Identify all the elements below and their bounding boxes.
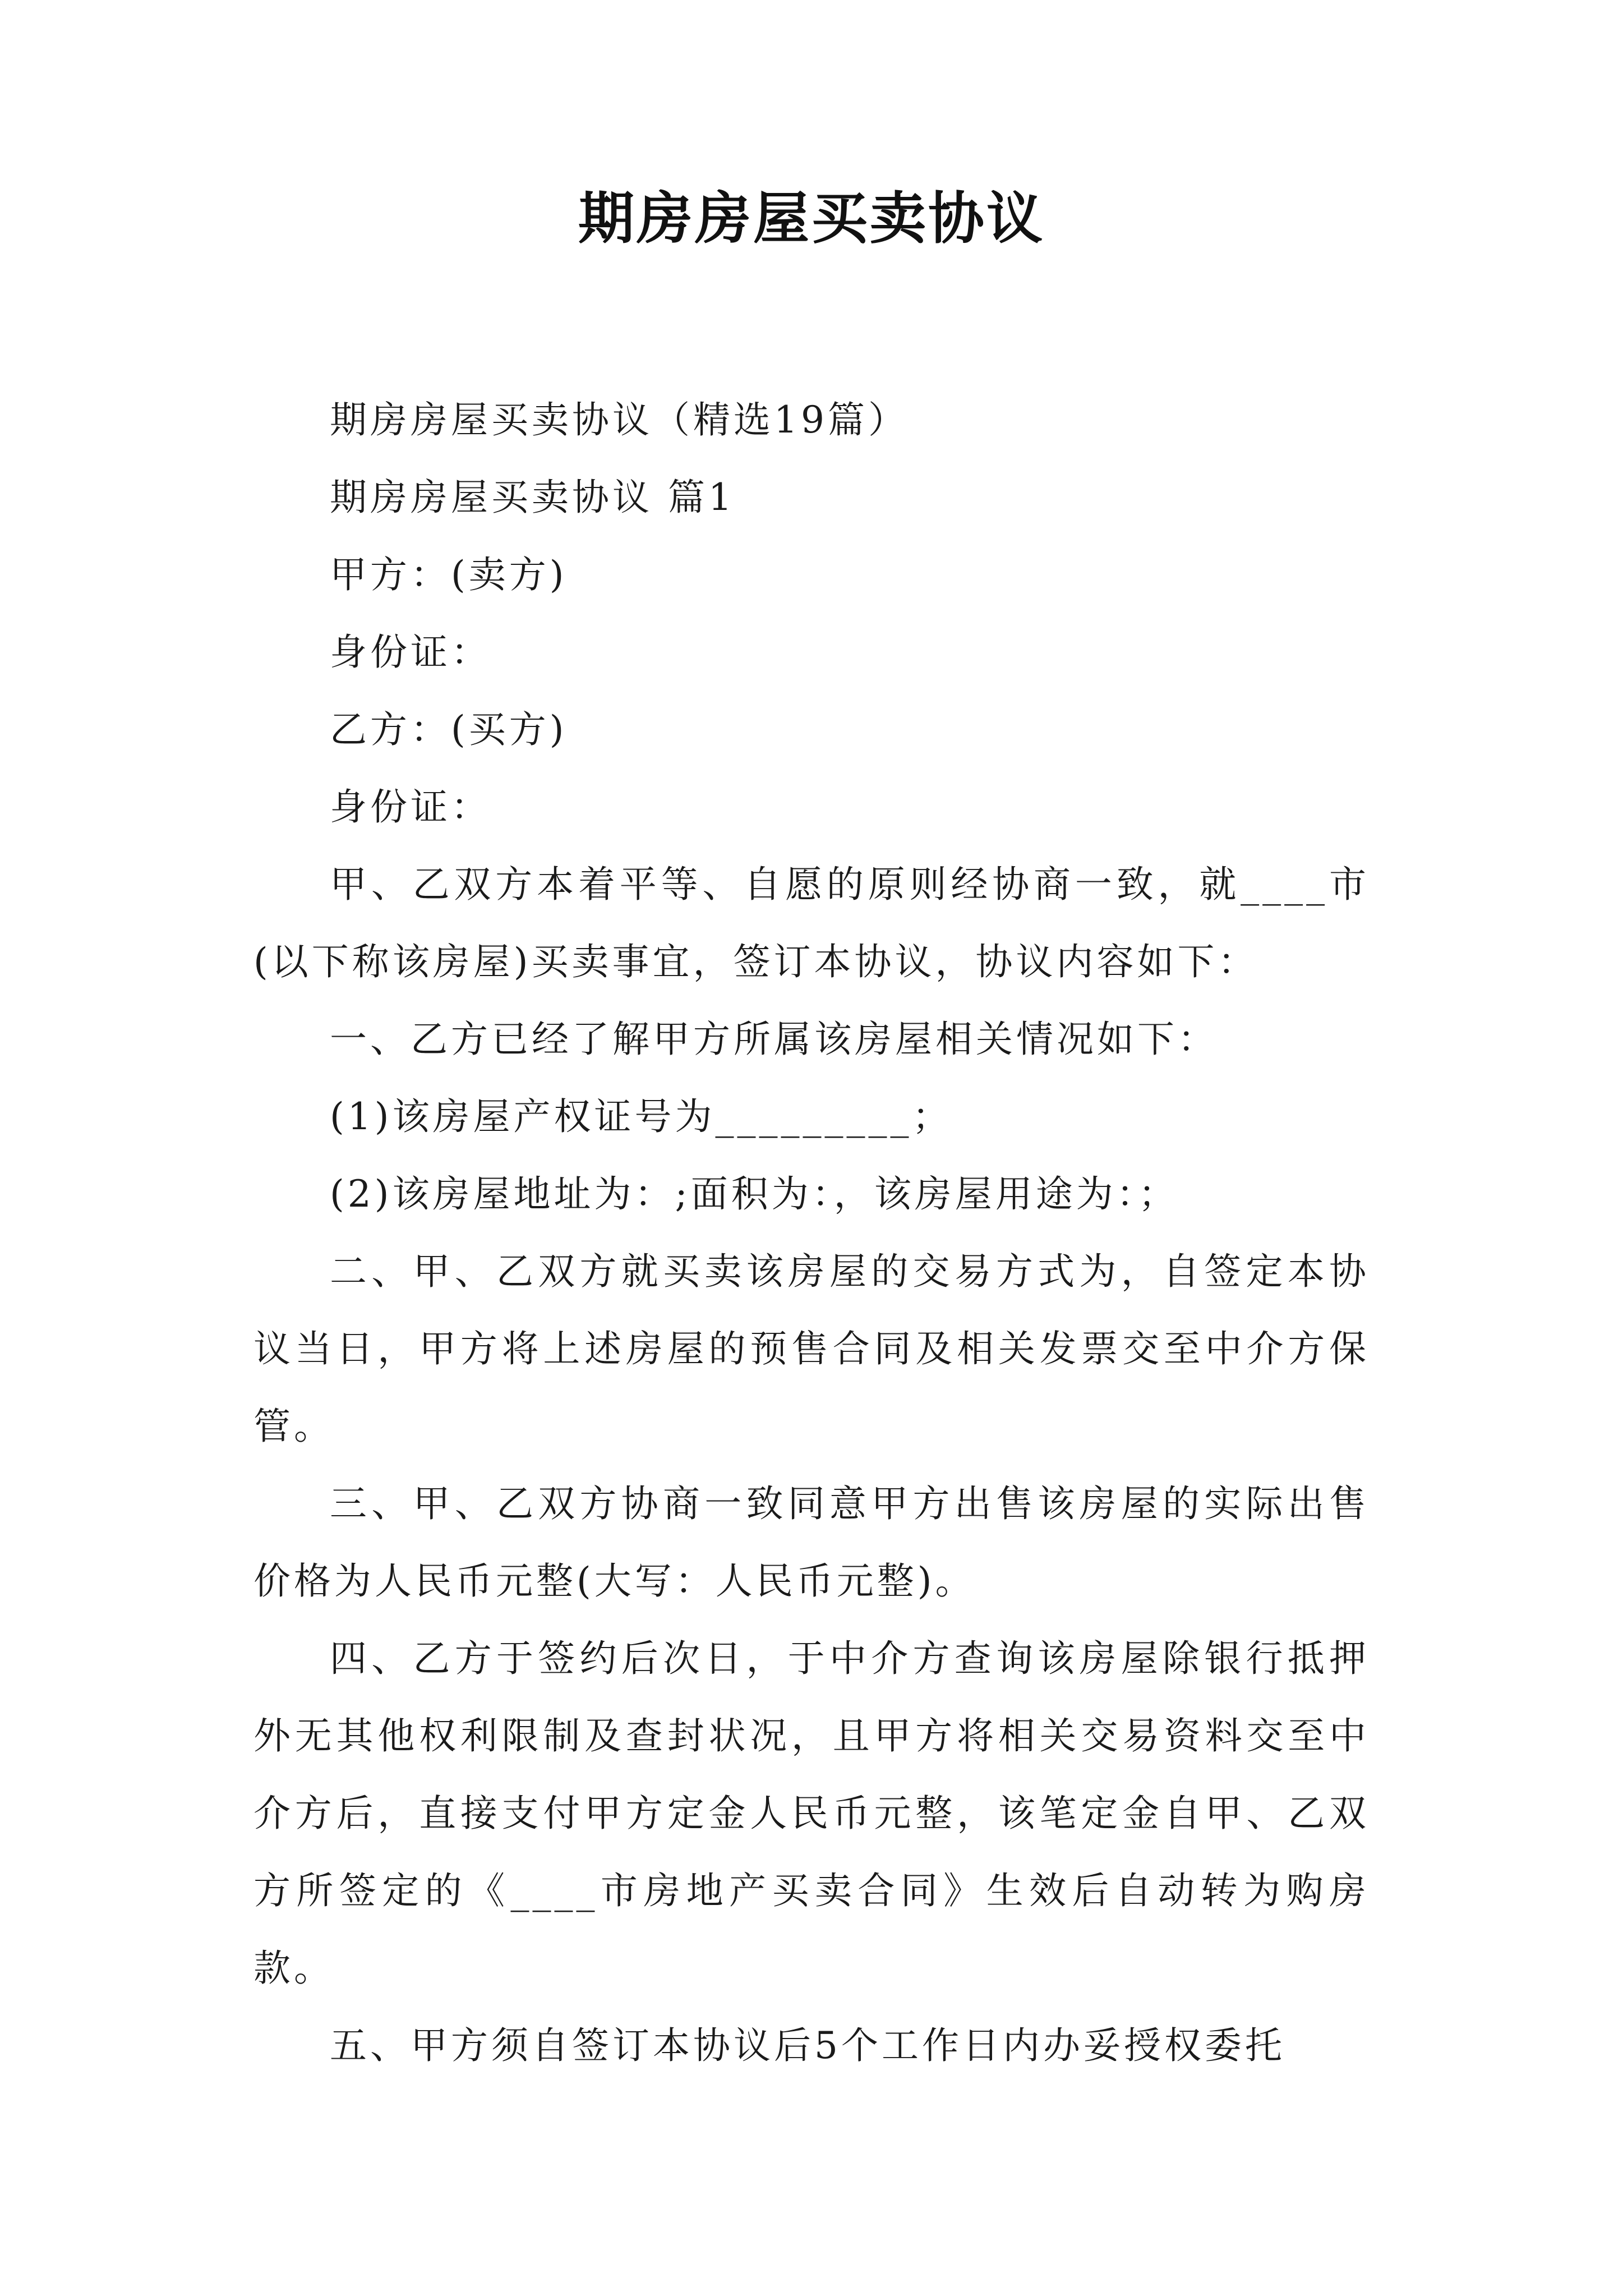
paragraph-clause-1: 一、乙方已经了解甲方所属该房屋相关情况如下： (330, 1018, 1218, 1061)
document-body (253, 381, 1370, 2085)
paragraph-party-a-id: 身份证： (330, 631, 491, 674)
paragraph-section-heading: 期房房屋买卖协议 篇1 (330, 476, 735, 519)
paragraph-clause-1-item-1: (1)该房屋产权证号为_________； (330, 1095, 953, 1138)
paragraph-clause-5: 五、甲方须自签订本协议后5个工作日内办妥授权委托 (330, 2024, 1285, 2067)
paragraph-clause-2: 二、甲、乙双方就买卖该房屋的交易方式为，自签定本协议当日，甲方将上述房屋的预售合同及相关发票交至中介方保管。 (253, 1250, 1370, 1448)
document-title: 期房房屋买卖协议 (578, 186, 1045, 251)
paragraph-clause-3: 三、甲、乙双方协商一致同意甲方出售该房屋的实际出售价格为人民币元整(大写：人民币元整)。 (253, 1482, 1370, 1603)
paragraph-clause-4: 四、乙方于签约后次日，于中介方查询该房屋除银行抵押外无其他权利限制及查封状况，且甲方将相关交易资料交至中介方后，直接支付甲方定金人民币元整，该笔定金自甲、乙双方所签定的《____市房地产买卖合同》生效后自动转为购房款。 (253, 1637, 1370, 1990)
paragraph-party-a: 甲方：(卖方) (330, 553, 568, 596)
paragraph-party-b-id: 身份证： (330, 785, 491, 829)
paragraph-subtitle: 期房房屋买卖协议（精选19篇） (330, 398, 909, 441)
paragraph-preamble: 甲、乙双方本着平等、自愿的原则经协商一致，就____市(以下称该房屋)买卖事宜，签订本协议，协议内容如下： (253, 863, 1370, 983)
paragraph-party-b: 乙方：(买方) (330, 708, 568, 751)
paragraph-clause-1-item-2: (2)该房屋地址为：;面积为：，该房屋用途为：； (330, 1172, 1179, 1216)
